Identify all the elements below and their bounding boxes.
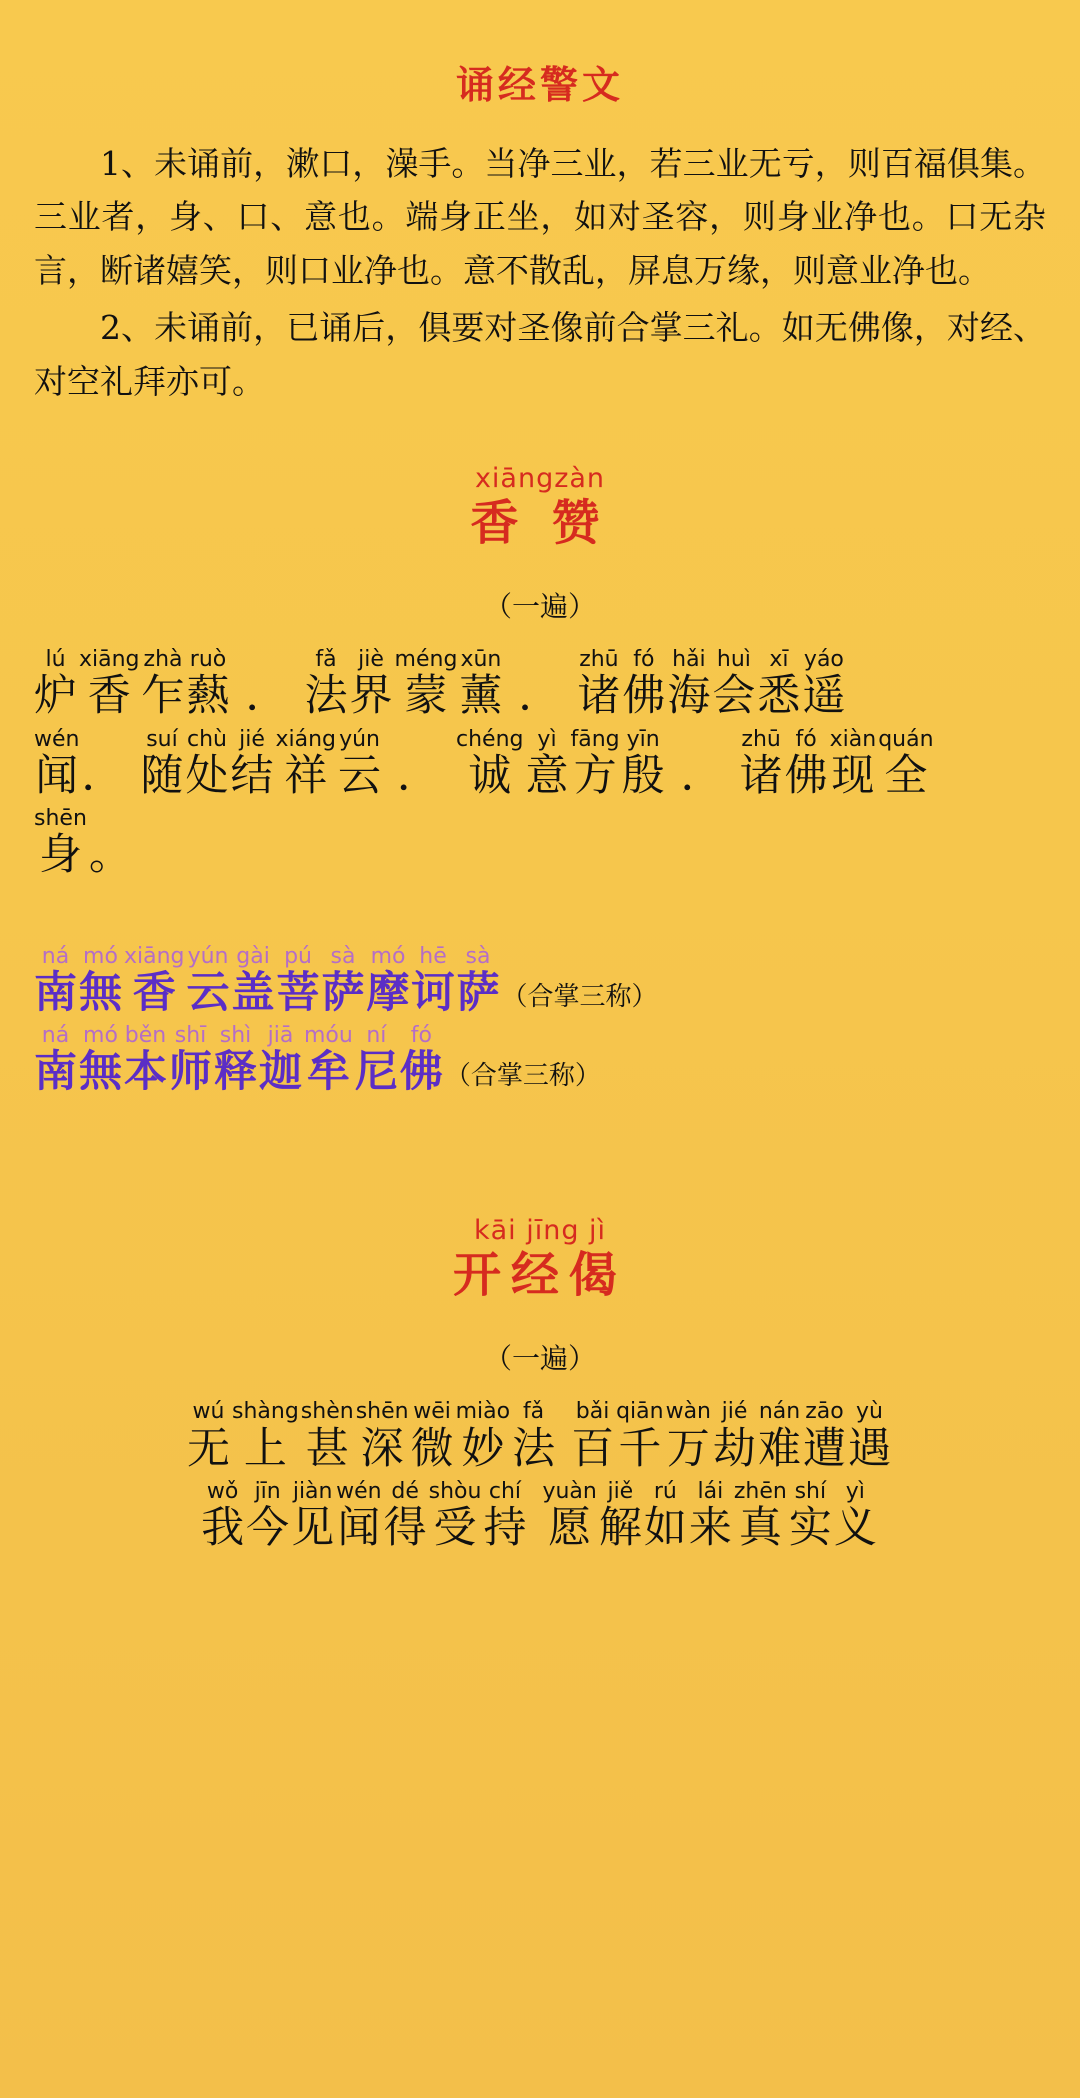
char-pinyin: chí bbox=[488, 1478, 522, 1504]
sutra-char bbox=[356, 1399, 409, 1472]
char-pinyin: fó bbox=[633, 647, 655, 673]
char-pinyin: shí bbox=[794, 1478, 827, 1504]
char-hanzi: 云 bbox=[338, 751, 382, 800]
sutra-char bbox=[397, 727, 440, 800]
sutra-char bbox=[34, 806, 87, 879]
char-pinyin: méng bbox=[394, 647, 458, 673]
char-pinyin: shòu bbox=[428, 1478, 482, 1504]
char-hanzi: 身 bbox=[38, 831, 82, 880]
sutra-char bbox=[667, 647, 710, 720]
section-title: 香 赞 bbox=[470, 496, 610, 550]
char-pinyin: zhū bbox=[741, 726, 781, 752]
sutra-char bbox=[571, 1399, 614, 1472]
char-pinyin: shēn bbox=[34, 806, 87, 832]
char-pinyin: xiāng bbox=[124, 943, 185, 969]
sutra-char bbox=[79, 647, 140, 720]
char-pinyin: jiā bbox=[267, 1022, 294, 1048]
char-hanzi: 诃 bbox=[411, 968, 455, 1017]
char-pinyin: quán bbox=[878, 726, 934, 752]
char-pinyin: shēn bbox=[355, 1399, 409, 1425]
sutra-char bbox=[142, 647, 185, 720]
sutra-char bbox=[395, 647, 458, 720]
char-pinyin: yáo bbox=[803, 647, 844, 673]
char-hanzi: 南 bbox=[34, 968, 77, 1017]
char-pinyin: yún bbox=[187, 943, 229, 969]
char-pinyin: miào bbox=[455, 1399, 511, 1425]
char-hanzi: 佛 bbox=[784, 751, 828, 800]
sutra-char bbox=[412, 944, 455, 1017]
sutra-char bbox=[599, 1479, 642, 1552]
char-hanzi: 今 bbox=[246, 1504, 290, 1553]
char-pinyin: yù bbox=[856, 1399, 883, 1425]
char-hanzi: 愿 bbox=[548, 1504, 592, 1553]
char-hanzi: 真 bbox=[738, 1504, 782, 1553]
char-hanzi: 佛 bbox=[399, 1048, 443, 1097]
char-pinyin: gài bbox=[236, 943, 270, 969]
sutra-char bbox=[187, 647, 230, 720]
char-pinyin: fāng bbox=[570, 726, 620, 752]
char-hanzi: 诚 bbox=[468, 751, 512, 800]
sutra-line bbox=[34, 806, 1046, 879]
char-hanzi: ． bbox=[397, 751, 441, 800]
sutra-char bbox=[689, 1479, 732, 1552]
repeat-note-xiangzan: （一遍） bbox=[483, 590, 596, 624]
homage-body bbox=[34, 944, 1046, 1097]
section-title: 开经偈 bbox=[452, 1249, 627, 1303]
sutra-char bbox=[34, 1023, 77, 1096]
char-hanzi: 悉 bbox=[757, 672, 801, 721]
char-pinyin: yún bbox=[339, 726, 380, 752]
char-pinyin: jié bbox=[239, 726, 265, 752]
sutra-line bbox=[34, 1399, 1046, 1472]
sutra-char bbox=[275, 727, 336, 800]
char-hanzi: 無 bbox=[79, 1048, 122, 1097]
sutra-char bbox=[802, 647, 845, 720]
char-pinyin: zhēn bbox=[733, 1478, 787, 1504]
char-pinyin: xī bbox=[769, 647, 789, 673]
char-pinyin: bǎi bbox=[575, 1399, 610, 1425]
sutra-char bbox=[483, 1479, 526, 1552]
sutra-char bbox=[230, 727, 273, 800]
sutra-char bbox=[301, 1399, 354, 1472]
char-pinyin: sà bbox=[465, 943, 491, 969]
char-pinyin: shì bbox=[219, 1022, 252, 1048]
sutra-char bbox=[830, 727, 877, 800]
char-hanzi: 如 bbox=[643, 1504, 687, 1553]
char-pinyin: jiè bbox=[358, 647, 384, 673]
char-pinyin: ná bbox=[41, 1022, 70, 1048]
sutra-char bbox=[336, 1479, 381, 1552]
char-pinyin: wàn bbox=[665, 1399, 711, 1425]
char-pinyin: wén bbox=[336, 1478, 382, 1504]
char-pinyin: hē bbox=[419, 943, 447, 969]
repeat-note-kaijingji: （一遍） bbox=[483, 1342, 596, 1376]
sutra-char bbox=[834, 1479, 877, 1552]
char-hanzi: 闻 bbox=[35, 751, 79, 800]
char-hanzi: 殷 bbox=[621, 751, 665, 800]
sutra-char bbox=[79, 1023, 122, 1096]
char-hanzi: 结 bbox=[230, 751, 274, 800]
sutra-line bbox=[34, 1023, 1046, 1096]
practice-note: （合掌三称） bbox=[444, 1061, 601, 1092]
sutra-char bbox=[713, 1399, 756, 1472]
char-hanzi: 菩 bbox=[276, 968, 320, 1017]
char-hanzi: 会 bbox=[712, 672, 756, 721]
char-pinyin: wén bbox=[34, 726, 80, 752]
preface-paragraph-1: 1、未诵前，漱口，澡手。当净三业，若三业无亏，则百福俱集。三业者，身、口、意也。端身正坐，如对圣容，则身业净也。口无杂言，断诸嬉笑，则口业净也。意不散乱，屏息万缘，则意业净也。 bbox=[34, 144, 1046, 290]
char-hanzi: 尼 bbox=[354, 1048, 398, 1097]
char-hanzi: 方 bbox=[573, 751, 617, 800]
char-pinyin: xiàn bbox=[829, 726, 877, 752]
sutra-line bbox=[34, 647, 1046, 720]
char-hanzi: 海 bbox=[667, 672, 711, 721]
sutra-char bbox=[81, 727, 124, 800]
char-hanzi: 甚 bbox=[305, 1424, 349, 1473]
char-hanzi: ． bbox=[680, 751, 724, 800]
char-pinyin: jié bbox=[721, 1399, 748, 1425]
char-pinyin: nán bbox=[758, 1399, 801, 1425]
char-hanzi: 千 bbox=[618, 1424, 662, 1473]
char-pinyin: hǎi bbox=[672, 647, 706, 673]
char-hanzi: 释 bbox=[214, 1048, 257, 1097]
preface-paragraph-2: 2、未诵前，已诵后，俱要对圣像前合掌三礼。如无佛像，对经、对空礼拜亦可。 bbox=[34, 308, 1046, 401]
sutra-char bbox=[187, 944, 230, 1017]
char-hanzi: 南 bbox=[34, 1048, 77, 1097]
sutra-char bbox=[232, 1399, 299, 1472]
sutra-char bbox=[400, 1023, 443, 1096]
sutra-char bbox=[201, 1479, 244, 1552]
char-hanzi: 香 bbox=[87, 672, 131, 721]
char-hanzi: 受 bbox=[433, 1504, 477, 1553]
char-pinyin: lái bbox=[697, 1478, 724, 1504]
sutra-char bbox=[757, 647, 800, 720]
sutra-char bbox=[666, 1399, 711, 1472]
sutra-char bbox=[79, 944, 122, 1017]
sutra-char bbox=[789, 1479, 832, 1552]
char-hanzi: 深 bbox=[360, 1424, 404, 1473]
char-pinyin: sà bbox=[330, 943, 356, 969]
sutra-char bbox=[644, 1479, 687, 1552]
sutra-line bbox=[34, 944, 1046, 1017]
char-pinyin: shèn bbox=[300, 1399, 354, 1425]
char-pinyin: wēi bbox=[413, 1399, 451, 1425]
char-hanzi: 妙 bbox=[461, 1424, 505, 1473]
char-hanzi: 实 bbox=[788, 1504, 832, 1553]
sutra-char bbox=[246, 647, 289, 720]
char-hanzi: 佛 bbox=[622, 672, 666, 721]
sutra-char bbox=[429, 1479, 482, 1552]
char-hanzi: 微 bbox=[410, 1424, 454, 1473]
sutra-char bbox=[367, 944, 410, 1017]
sutra-char bbox=[740, 727, 783, 800]
char-pinyin: chéng bbox=[456, 726, 524, 752]
char-pinyin: yīn bbox=[626, 726, 660, 752]
sutra-char bbox=[712, 647, 755, 720]
char-pinyin: pú bbox=[284, 943, 312, 969]
char-hanzi: 万 bbox=[666, 1424, 710, 1473]
char-hanzi: 解 bbox=[598, 1504, 642, 1553]
sutra-char bbox=[187, 1399, 230, 1472]
sutra-char bbox=[571, 727, 620, 800]
char-hanzi: 随 bbox=[140, 751, 184, 800]
sutra-char bbox=[577, 647, 620, 720]
char-pinyin: běn bbox=[124, 1022, 167, 1048]
char-hanzi: 处 bbox=[185, 751, 229, 800]
sutra-char bbox=[457, 944, 500, 1017]
char-hanzi: 法 bbox=[512, 1424, 556, 1473]
char-pinyin: dé bbox=[391, 1478, 419, 1504]
char-hanzi: 無 bbox=[79, 968, 122, 1017]
char-pinyin: móu bbox=[304, 1022, 353, 1048]
char-pinyin: lú bbox=[45, 647, 66, 673]
sutra-char bbox=[34, 944, 77, 1017]
char-pinyin: suí bbox=[146, 726, 178, 752]
section-pinyin: xiāngzàn bbox=[474, 463, 606, 495]
sutra-char bbox=[34, 727, 79, 800]
section-heading-kaijingji bbox=[34, 1216, 1046, 1303]
sutra-char bbox=[214, 1023, 257, 1096]
char-pinyin: mó bbox=[370, 943, 406, 969]
char-hanzi: 摩 bbox=[366, 968, 410, 1017]
char-hanzi: 诸 bbox=[577, 672, 621, 721]
char-pinyin: fǎ bbox=[315, 647, 337, 673]
char-hanzi: 蒙 bbox=[404, 672, 448, 721]
sutra-char bbox=[355, 1023, 398, 1096]
char-hanzi: 劫 bbox=[713, 1424, 756, 1473]
char-pinyin: mó bbox=[83, 1022, 118, 1048]
char-hanzi: 祥 bbox=[284, 751, 328, 800]
char-hanzi: 界 bbox=[349, 672, 393, 721]
kaijingji-body bbox=[34, 1399, 1046, 1552]
char-hanzi: 爇 bbox=[186, 672, 230, 721]
sutra-char bbox=[681, 727, 724, 800]
char-hanzi: 迦 bbox=[259, 1048, 302, 1097]
sutra-char bbox=[246, 1479, 289, 1552]
char-hanzi: 全 bbox=[884, 751, 928, 800]
sutra-char bbox=[291, 1479, 334, 1552]
sutra-char bbox=[803, 1399, 846, 1472]
sutra-char bbox=[411, 1399, 454, 1472]
char-pinyin: ná bbox=[41, 943, 70, 969]
sutra-char bbox=[140, 727, 183, 800]
char-pinyin: qiān bbox=[616, 1399, 664, 1425]
sutra-char bbox=[878, 727, 933, 800]
sutra-char bbox=[350, 647, 393, 720]
char-hanzi: 诸 bbox=[739, 751, 783, 800]
sutra-char bbox=[848, 1399, 891, 1472]
char-hanzi: ． bbox=[518, 672, 562, 721]
xiangzan-body bbox=[34, 647, 1046, 879]
char-hanzi: 来 bbox=[688, 1504, 732, 1553]
sutra-char bbox=[456, 727, 523, 800]
practice-note: （合掌三称） bbox=[501, 981, 658, 1012]
char-hanzi: 见 bbox=[291, 1504, 335, 1553]
sutra-line bbox=[34, 1479, 1046, 1552]
char-hanzi: 。 bbox=[88, 831, 132, 880]
char-hanzi: 闻 bbox=[337, 1504, 381, 1553]
char-hanzi: 遭 bbox=[803, 1424, 846, 1473]
char-pinyin: fó bbox=[795, 726, 817, 752]
char-hanzi: 遇 bbox=[848, 1424, 891, 1473]
char-pinyin: jīn bbox=[254, 1478, 281, 1504]
section-pinyin: kāi jīng jì bbox=[473, 1215, 607, 1247]
char-pinyin: xiáng bbox=[275, 726, 337, 752]
char-pinyin: huì bbox=[716, 647, 751, 673]
char-hanzi: 香 bbox=[132, 968, 176, 1017]
char-pinyin: shàng bbox=[232, 1399, 299, 1425]
char-pinyin: wǒ bbox=[206, 1478, 239, 1504]
char-pinyin: fǎ bbox=[522, 1399, 545, 1425]
char-pinyin: shī bbox=[174, 1022, 207, 1048]
sutra-char bbox=[304, 1023, 353, 1096]
char-hanzi: 乍 bbox=[141, 672, 185, 721]
char-pinyin: chù bbox=[186, 726, 227, 752]
char-hanzi: 无 bbox=[187, 1424, 230, 1473]
sutra-char bbox=[305, 647, 348, 720]
sutra-char bbox=[277, 944, 320, 1017]
sutra-char bbox=[338, 727, 381, 800]
char-pinyin: yì bbox=[537, 726, 557, 752]
char-hanzi: 上 bbox=[243, 1424, 287, 1473]
char-hanzi: 本 bbox=[124, 1048, 167, 1097]
char-hanzi: 云 bbox=[186, 968, 230, 1017]
char-pinyin: ní bbox=[366, 1022, 387, 1048]
char-hanzi: 法 bbox=[304, 672, 348, 721]
char-pinyin: zhū bbox=[579, 647, 619, 673]
sutra-char bbox=[232, 944, 275, 1017]
sutra-char bbox=[518, 647, 561, 720]
char-pinyin: mó bbox=[83, 943, 118, 969]
sutra-char bbox=[169, 1023, 212, 1096]
char-hanzi: 持 bbox=[483, 1504, 527, 1553]
sutra-char bbox=[34, 647, 77, 720]
sutra-char bbox=[384, 1479, 427, 1552]
spacer bbox=[34, 886, 1046, 944]
char-hanzi: 师 bbox=[169, 1048, 212, 1097]
char-pinyin: xūn bbox=[460, 647, 502, 673]
sutra-char bbox=[512, 1399, 555, 1472]
char-pinyin: jiě bbox=[607, 1478, 634, 1504]
char-hanzi: 我 bbox=[201, 1504, 245, 1553]
sutra-char bbox=[758, 1399, 801, 1472]
sutra-char bbox=[616, 1399, 664, 1472]
char-pinyin: jiàn bbox=[292, 1478, 333, 1504]
char-hanzi: 萨 bbox=[456, 968, 500, 1017]
sutra-char bbox=[185, 727, 228, 800]
sutra-line bbox=[34, 727, 1046, 800]
char-pinyin: fó bbox=[410, 1022, 432, 1048]
sutra-char bbox=[785, 727, 828, 800]
char-pinyin: zhà bbox=[143, 647, 183, 673]
preface-text bbox=[34, 137, 1046, 408]
char-hanzi: 遥 bbox=[802, 672, 846, 721]
char-hanzi: 得 bbox=[383, 1504, 427, 1553]
sutra-char bbox=[322, 944, 365, 1017]
char-hanzi: 炉 bbox=[34, 672, 77, 721]
char-pinyin: wú bbox=[192, 1399, 225, 1425]
sutra-char bbox=[526, 727, 569, 800]
char-hanzi: ． bbox=[245, 672, 289, 721]
sutra-char bbox=[542, 1479, 596, 1552]
char-hanzi: 意 bbox=[525, 751, 569, 800]
sutra-char bbox=[622, 727, 665, 800]
spacer bbox=[34, 1102, 1046, 1160]
sutra-char bbox=[124, 944, 185, 1017]
char-hanzi: 义 bbox=[833, 1504, 877, 1553]
sutra-char bbox=[622, 647, 665, 720]
sutra-char bbox=[124, 1023, 167, 1096]
char-pinyin: rú bbox=[653, 1478, 677, 1504]
page-title: 诵经警文 bbox=[455, 65, 624, 107]
char-pinyin: zāo bbox=[805, 1399, 844, 1425]
char-pinyin: yuàn bbox=[542, 1478, 597, 1504]
char-hanzi: 薰 bbox=[459, 672, 503, 721]
sutra-char bbox=[734, 1479, 787, 1552]
sutra-char bbox=[259, 1023, 302, 1096]
char-hanzi: ． bbox=[81, 751, 125, 800]
char-hanzi: 难 bbox=[758, 1424, 801, 1473]
char-hanzi: 现 bbox=[831, 751, 875, 800]
section-heading-xiangzan bbox=[34, 464, 1046, 551]
sutra-char bbox=[456, 1399, 510, 1472]
sutra-char bbox=[89, 806, 132, 879]
char-hanzi: 盖 bbox=[231, 968, 275, 1017]
sutra-char bbox=[459, 647, 502, 720]
char-hanzi: 百 bbox=[571, 1424, 615, 1473]
char-pinyin: ruò bbox=[189, 647, 227, 673]
char-hanzi: 牟 bbox=[306, 1048, 350, 1097]
char-pinyin: xiāng bbox=[79, 647, 140, 673]
char-hanzi: 萨 bbox=[321, 968, 365, 1017]
char-pinyin: yì bbox=[845, 1478, 865, 1504]
